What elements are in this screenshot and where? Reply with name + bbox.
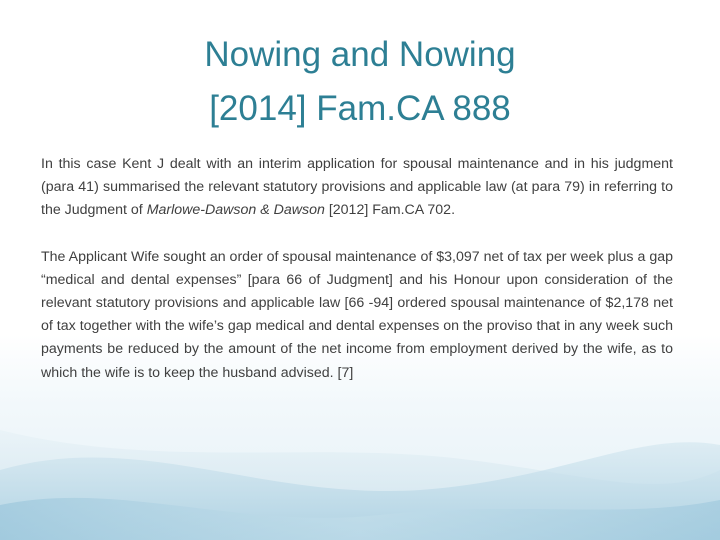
paragraph-1: [41, 153, 673, 223]
slide-title: [150, 28, 570, 136]
paragraph-1-citation: [2012] Fam.CA 702.: [324, 202, 456, 219]
slide-body: [41, 153, 673, 385]
paragraph-2: The Applicant Wife sought an order of spousal maintenance of $3,097 net of tax per week plus a gap “medical and dental expenses” [para 66 of Judgment] and his Honour upon consideration of the relevant statutory provisions and applicable law [66 -94] ordered spousal maintenance of $2,178 net of tax together with the wife’s gap medical and dental expenses on the proviso that in any week such payments be reduced by the amount of the net income from employment derived by the wife, as to which the wife is to keep the husband advised. [7]: [41, 248, 673, 381]
case-citation-italic: Marlowe-Dawson & Dawson: [146, 202, 325, 219]
title-line-1: Nowing and Nowing: [204, 35, 516, 74]
title-line-2: [2014] Fam.CA 888: [209, 89, 511, 128]
paragraph-1-text: In this case Kent J dealt with an interim application for spousal maintenance and in his judgment (para 41) summarised the relevant statutory provisions and applicable law (at para 79) in referring to the Judgment of: [41, 156, 673, 219]
